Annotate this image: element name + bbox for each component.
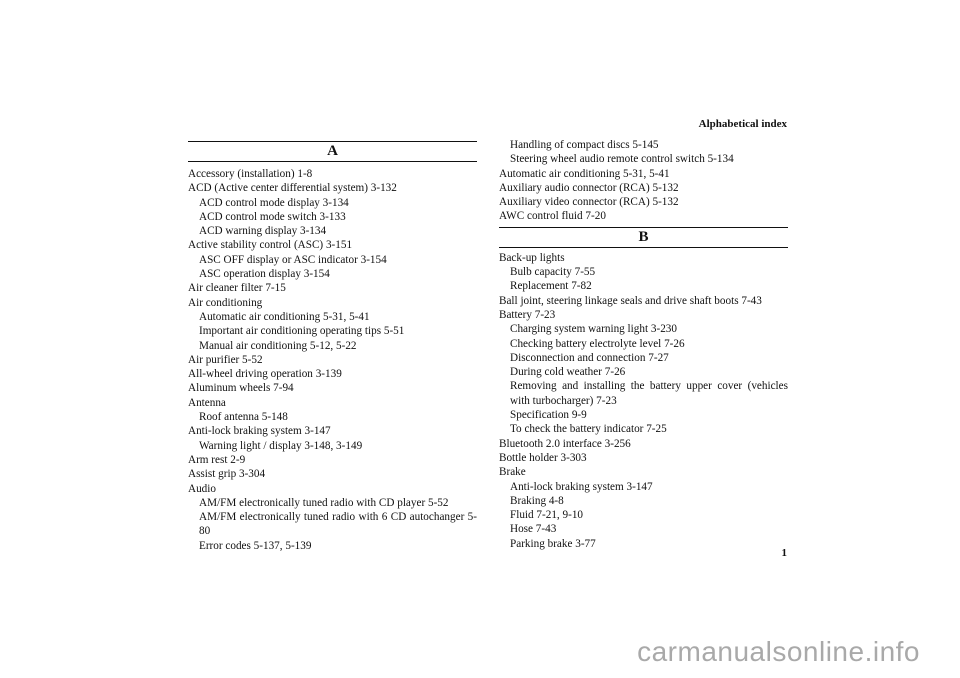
index-subentry: AM/FM electronically tuned radio with 6 CD autochanger 5-80 [199,511,477,538]
index-entry: AWC control fluid 7-20 [499,210,606,223]
index-subentry: Braking 4-8 [510,494,564,507]
index-subentry: Hose 7-43 [510,523,557,536]
watermark-logo: carmanualsonline.info [637,636,920,667]
index-subentry: Parking brake 3-77 [510,537,596,550]
index-subentry: Bulb capacity 7-55 [510,266,596,279]
index-entry: Air conditioning [188,296,263,309]
index-entry: Bluetooth 2.0 interface 3-256 [499,437,631,450]
index-entry: Air purifier 5-52 [188,353,263,366]
index-subentry: AM/FM electronically tuned radio with CD player 5-52 [199,496,449,509]
index-entry: Arm rest 2-9 [188,453,246,466]
index-subentry: Roof antenna 5-148 [199,411,288,424]
index-subentry: Specification 9-9 [510,409,587,422]
index-entry: Active stability control (ASC) 3-151 [188,239,353,252]
index-entry: ACD (Active center differential system) 3-132 [188,182,397,195]
index-subentry: Replacement 7-82 [510,280,592,293]
index-entry: Aluminum wheels 7-94 [188,382,294,395]
index-subentry: ASC OFF display or ASC indicator 3-154 [199,253,387,266]
running-head: Alphabetical index [698,118,787,130]
index-entry: Anti-lock braking system 3-147 [188,425,331,438]
index-entry: Back-up lights [499,251,565,264]
index-subentry: Charging system warning light 3-230 [510,323,677,336]
page-number: 1 [781,547,787,559]
index-subentry: ACD warning display 3-134 [199,225,327,238]
index-entry: Ball joint, steering linkage seals and drive shaft boots 7-43 [499,294,762,307]
section-heading-b: B [499,227,788,248]
index-entry: Auxiliary video connector (RCA) 5-132 [499,196,679,209]
index-entry: Antenna [188,396,226,409]
index-column-left [188,138,477,553]
index-subentry: Removing and installing the battery upper cover (vehicles with turbocharger) 7-23 [510,380,788,407]
index-subentry: During cold weather 7-26 [510,366,626,379]
index-entry: Battery 7-23 [499,308,556,321]
index-subentry: Warning light / display 3-148, 3-149 [199,439,363,452]
index-entry: Air cleaner filter 7-15 [188,282,286,295]
section-heading-a: A [188,141,477,162]
index-subentry: Fluid 7-21, 9-10 [510,509,584,522]
index-subentry: ACD control mode switch 3-133 [199,210,346,223]
index-entry: All-wheel driving operation 3-139 [188,368,342,381]
index-subentry: Manual air conditioning 5-12, 5-22 [199,339,357,352]
index-subentry: Steering wheel audio remote control switch 5-134 [510,153,734,166]
index-subentry: Disconnection and connection 7-27 [510,351,669,364]
index-subentry: Anti-lock braking system 3-147 [510,480,653,493]
index-subentry: Automatic air conditioning 5-31, 5-41 [199,310,370,323]
index-entry: Brake [499,466,526,479]
index-column-right [499,138,788,551]
index-subentry: ASC operation display 3-154 [199,268,330,281]
index-entry: Auxiliary audio connector (RCA) 5-132 [499,181,679,194]
index-entry: Audio [188,482,216,495]
index-entry: Bottle holder 3-303 [499,451,587,464]
index-subentry: To check the battery indicator 7-25 [510,423,667,436]
index-subentry: Error codes 5-137, 5-139 [199,539,312,552]
index-subentry: Important air conditioning operating tips 5-51 [199,325,405,338]
index-entry: Automatic air conditioning 5-31, 5-41 [499,167,670,180]
index-entry: Assist grip 3-304 [188,468,266,481]
index-subentry: Checking battery electrolyte level 7-26 [510,337,685,350]
index-subentry: Handling of compact discs 5-145 [510,139,659,151]
index-entry: Accessory (installation) 1-8 [188,168,313,180]
index-subentry: ACD control mode display 3-134 [199,196,349,209]
